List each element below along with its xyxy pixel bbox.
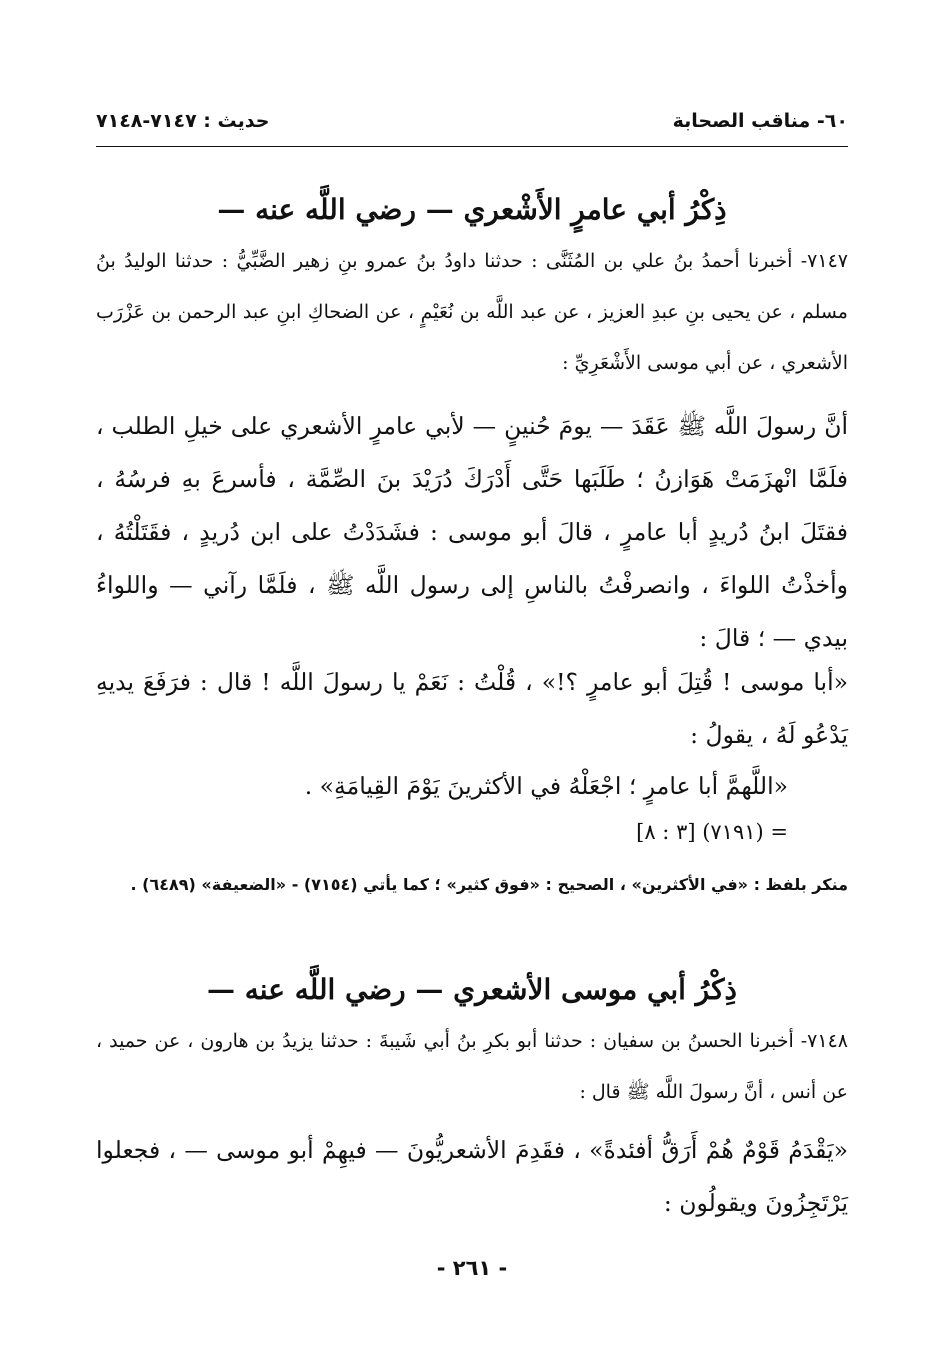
hadith-7148-isnad: ٧١٤٨- أخبرنا الحسنُ بن سفيان : حدثنا أبو بكرِ بنُ أبي شَيبةَ : حدثنا يزيدُ بن هارون ، عن حميد ، عن أنس ، أنَّ رسولَ اللَّه ﷺ قال :: [96, 1030, 848, 1103]
hadith-7147-grading-note: منكر بلفظ : «في الأكثرين» ، الصحيح : «فوق كثير» ؛ كما يأتي (٧١٥٤) - «الضعيفة» (٦٤٨٩) .: [130, 875, 848, 894]
hadith-7147-reference: = (٧١٩١) [٣ : ٨]: [636, 820, 788, 844]
hadith-7147-matn: أنَّ رسولَ اللَّه ﷺ عَقَدَ — يومَ حُنينٍ — لأبي عامرٍ الأشعري على خيلِ الطلب ، فلَمَّا انْهزَمَتْ هَوَازنُ ؛ طَلَبَها حَتَّى أَدْرَكَ دُرَيْدَ بنَ الصِّمَّة ، فأسرعَ بهِ فرسُهُ ، فقتَلَ ابنُ دُريدٍ أبا عامرٍ ، قالَ أبو موسى : فشَدَدْتُ على ابن دُريدٍ ، فقَتَلْتُهُ ، وأخذْتُ اللواءَ ، وانصرفْتُ بالناسِ إلى رسول اللَّه ﷺ ، فلَمَّا رآني — واللواءُ بيدي — ؛ قالَ :: [96, 412, 848, 652]
header-rule: [96, 146, 848, 147]
hadith-range: حديث : ٧١٤٧-٧١٤٨: [96, 110, 270, 132]
hadith-7147-quote: «أبا موسى ! قُتِلَ أبو عامرٍ ؟!» ، قُلْتُ : نَعَمْ يا رسولَ اللَّه ! قال : فرَفَعَ يديهِ يَدْعُو لَهُ ، يقولُ :: [96, 668, 848, 749]
section-title-abu-musa: ذِكْرُ أبي موسى الأشعري — رضي اللَّه عنه —: [207, 973, 737, 1006]
running-header: [96, 104, 848, 138]
hadith-7148-matn: «يَقْدَمُ قَوْمٌ هُمْ أَرَقُّ أفئدةً» ، فقَدِمَ الأشعريُّونَ — فيهِمْ أبو موسى — ، فجعلوا يَرْتَجِزُونَ ويقولُون :: [96, 1136, 848, 1217]
section-title-abu-amir: ذِكْرُ أبي عامرٍ الأَشْعري — رضي اللَّه عنه —: [217, 193, 727, 226]
hadith-7147-isnad: ٧١٤٧- أخبرنا أحمدُ بنُ علي بن المُثَنَّى : حدثنا داودُ بنُ عمرو بنِ زهير الضَّبِّيُّ : حدثنا الوليدُ بنُ مسلم ، عن يحيى بنِ عبدِ العزيز ، عن عبد اللَّه بن نُعَيْمٍ ، عن الضحاكِ ابنِ عبد الرحمن بن عَزْرَب الأشعري ، عن أبي موسى الأَشْعَرِيِّ :: [96, 250, 848, 374]
chapter-title: ٦٠- مناقب الصحابة: [672, 110, 848, 132]
hadith-7147-prayer: «اللَّهمَّ أبا عامرٍ ؛ اجْعَلْهُ في الأكثرينَ يَوْمَ القِيامَةِ» .: [304, 772, 788, 800]
page-number: - ٢٦١ -: [436, 1256, 508, 1280]
document-page: [96, 0, 848, 1372]
